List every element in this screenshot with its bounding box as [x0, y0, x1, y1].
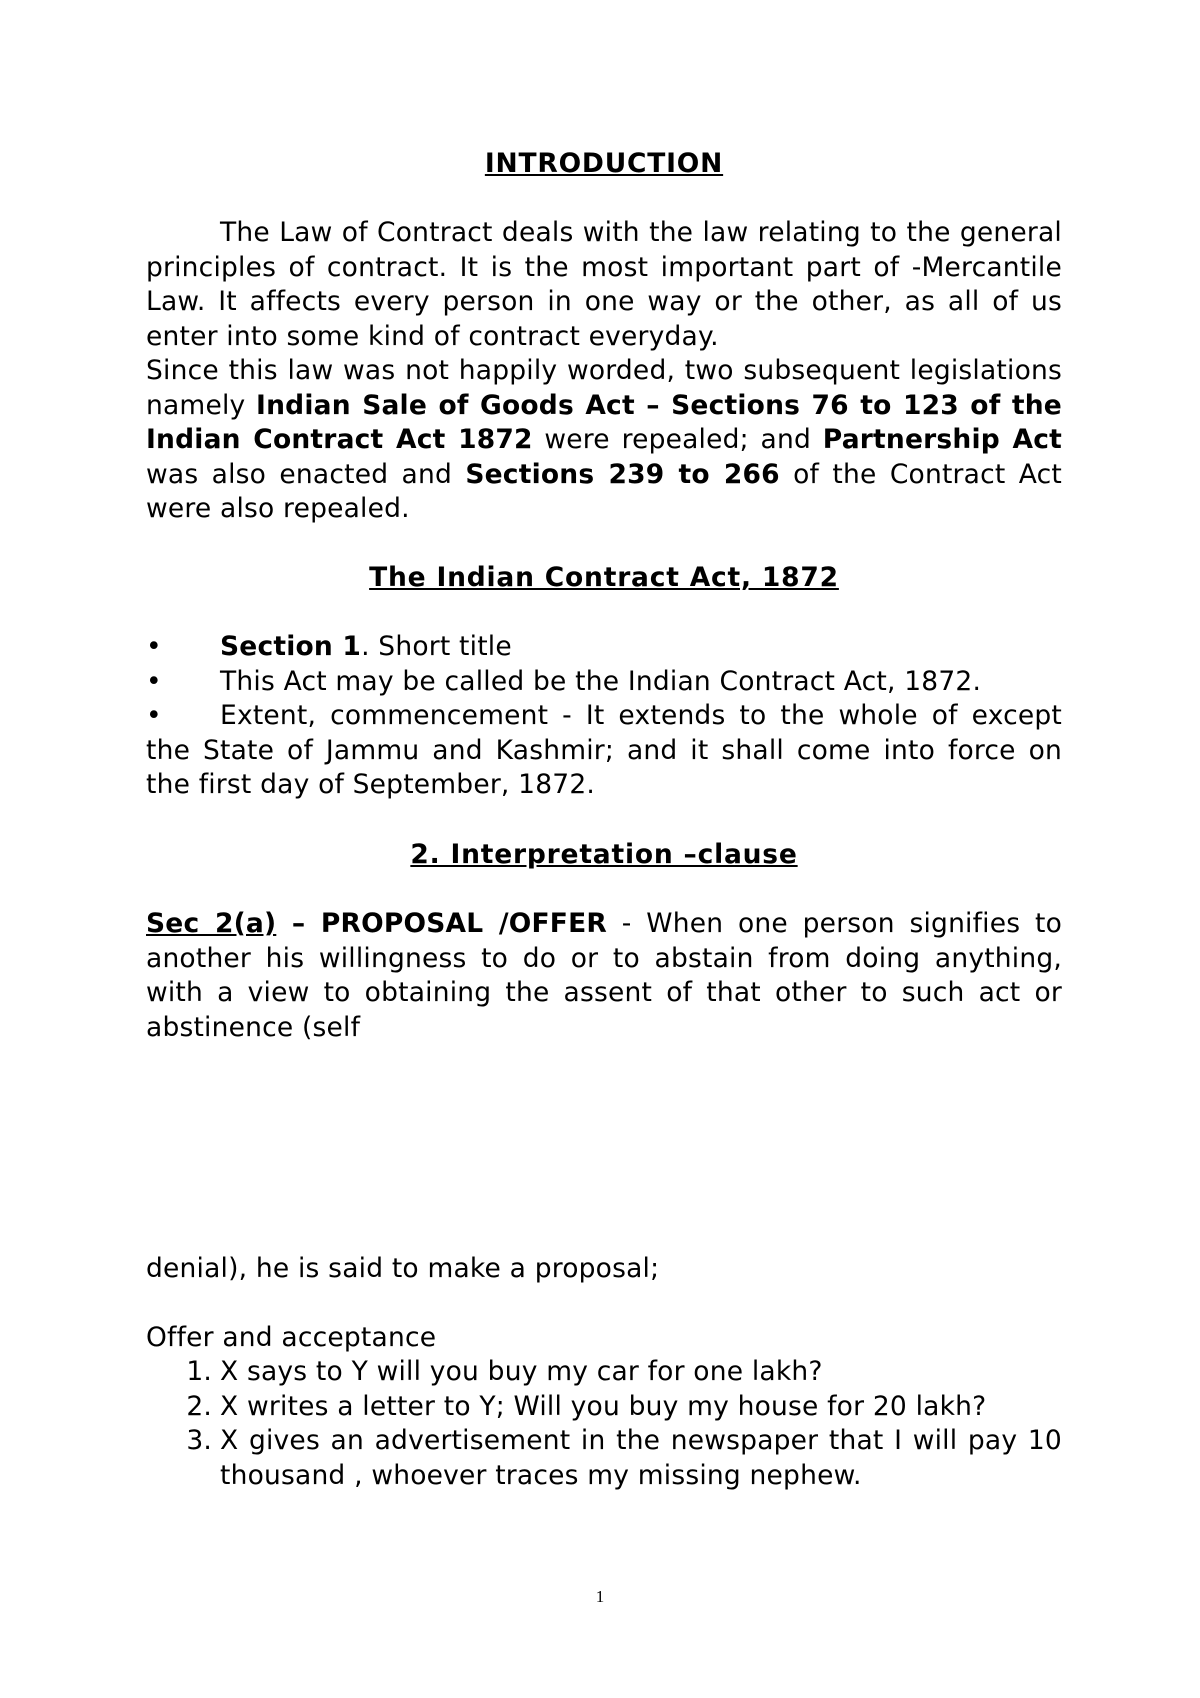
page-number: 1 — [595, 1587, 605, 1606]
proposal-label: PROPOSAL /OFFER — [320, 908, 607, 939]
bullet-item-1 — [146, 630, 1062, 665]
bullet-item-3 — [146, 699, 1062, 803]
examples-list — [146, 1355, 1062, 1493]
list-item — [146, 1424, 1062, 1493]
list-number: 1. — [186, 1356, 212, 1387]
intro-bold-sale-of-goods: Indian Sale of Goods Act – Sections 76 to 123 of the Indian Contract Act 1872 — [146, 389, 1062, 455]
list-text: X writes a letter to Y; Will you buy my house for 20 lakh? — [220, 1390, 987, 1422]
intro-text-2c: were repealed; and — [532, 424, 823, 455]
bullet-icon: • — [146, 665, 162, 697]
offer-heading: Offer and acceptance — [146, 1322, 437, 1353]
intro-paragraph-1 — [146, 216, 1062, 354]
proposal-paragraph — [146, 907, 1062, 1045]
intro-paragraph-2 — [146, 354, 1062, 527]
title-introduction: INTRODUCTION — [484, 148, 724, 179]
section-bullets — [146, 630, 1062, 803]
intro-text-2g: of the Contract Act were also repealed. — [146, 458, 1062, 524]
bullet-icon: • — [146, 700, 162, 731]
list-number: 3. — [186, 1425, 212, 1456]
bullet-3-text: Extent, commencement - It extends to the whole of except the State of Jammu and Kashmir; and it shall come into force on the first day of September, 1872. — [146, 700, 1062, 800]
proposal-text: - When one person signifies to another his willingness to do or to abstain from doing anything, with a view to obtaining the assent of that other to such act or abstinence (self — [146, 908, 1063, 1043]
bullet-1-bold: Section 1 — [220, 631, 362, 662]
list-text: X gives an advertisement in the newspaper that I will pay 10 thousand , whoever traces my missing nephew. — [220, 1425, 1062, 1491]
list-item — [146, 1355, 1062, 1390]
intro-bold-partnership: Partnership Act — [822, 424, 1062, 455]
proposal-dash: – — [276, 908, 321, 939]
intro-text-2a: Since this law was not happily worded, two subsequent legislations namely — [146, 355, 1062, 421]
proposal-continuation: denial), he is said to make a proposal; — [146, 1253, 660, 1284]
intro-bold-sections: Sections 239 to 266 — [465, 458, 780, 490]
list-text: X says to Y will you buy my car for one lakh? — [220, 1356, 823, 1387]
list-number: 2. — [186, 1390, 212, 1422]
bullet-2-text: This Act may be called be the Indian Contract Act, 1872. — [220, 665, 982, 697]
proposal-section-ref: Sec 2(a) — [146, 908, 277, 939]
intro-text-1: The Law of Contract deals with the law relating to the general principles of contract. It is the most important part of -Mercantile Law. It affects every person in one way or the other, as all of us enter into some kind of contract everyday. — [146, 217, 1062, 352]
bullet-icon: • — [146, 631, 162, 662]
list-item — [146, 1390, 1062, 1425]
bullet-item-2 — [146, 665, 1062, 700]
interpretation-heading: 2. Interpretation –clause — [410, 839, 798, 870]
bullet-1-text: . Short title — [361, 631, 512, 662]
act-heading: The Indian Contract Act, 1872 — [369, 562, 839, 593]
intro-text-2e: was also enacted and — [146, 458, 466, 490]
